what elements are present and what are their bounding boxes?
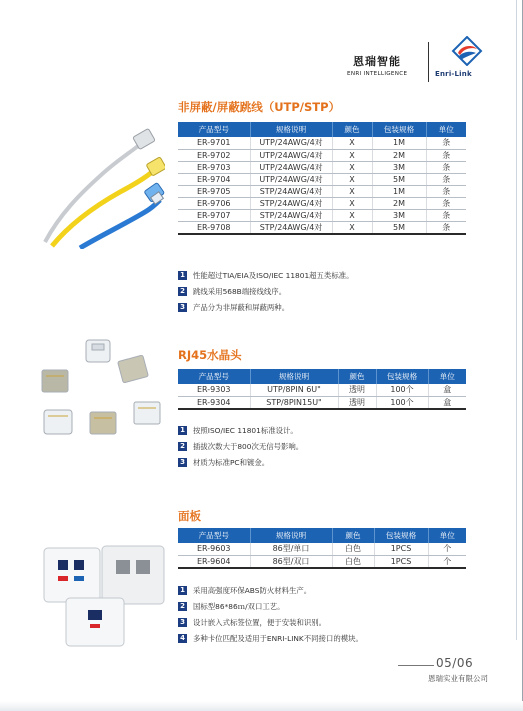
table-header-row bbox=[178, 528, 466, 543]
table-row bbox=[178, 221, 466, 234]
table-row bbox=[178, 209, 466, 221]
column-header: 产品型号 bbox=[178, 369, 250, 384]
cell-model: ER-9705 bbox=[178, 185, 250, 197]
table-row bbox=[178, 197, 466, 209]
cell-package: 1PCS bbox=[374, 555, 428, 568]
bullet-number-3: 3 bbox=[178, 458, 187, 467]
column-header: 单位 bbox=[426, 122, 466, 137]
cell-color: X bbox=[332, 221, 372, 234]
table-row bbox=[178, 185, 466, 197]
cell-color: X bbox=[332, 173, 372, 185]
cell-color: 白色 bbox=[332, 543, 374, 555]
bullet-number-1: 1 bbox=[178, 586, 187, 595]
column-header: 产品型号 bbox=[178, 528, 250, 543]
side-rule bbox=[516, 0, 517, 640]
section-title-patch-cords: 非屏蔽/屏蔽跳线（UTP/STP） bbox=[178, 100, 341, 114]
cell-spec: STP/24AWG/4对 bbox=[250, 209, 332, 221]
column-header: 颜色 bbox=[332, 122, 372, 137]
cell-color: X bbox=[332, 137, 372, 149]
enri-link-logo-icon bbox=[451, 36, 483, 66]
cell-package: 1M bbox=[372, 185, 426, 197]
column-header: 颜色 bbox=[338, 369, 376, 384]
brand-name-cn: 恩瑞智能 bbox=[353, 55, 401, 68]
table-row bbox=[178, 161, 466, 173]
table-row bbox=[178, 543, 466, 555]
cell-package: 100个 bbox=[376, 384, 428, 396]
cell-spec: STP/24AWG/4对 bbox=[250, 221, 332, 234]
cell-package: 5M bbox=[372, 173, 426, 185]
rj45-connector-image bbox=[36, 336, 166, 446]
cell-unit: 条 bbox=[426, 185, 466, 197]
cell-package: 2M bbox=[372, 149, 426, 161]
brand-header bbox=[333, 32, 513, 82]
list-item bbox=[178, 582, 363, 598]
cell-package: 1M bbox=[372, 137, 426, 149]
cell-unit: 条 bbox=[426, 137, 466, 149]
page-number: 05/06 bbox=[436, 656, 474, 670]
column-header: 包装规格 bbox=[372, 122, 426, 137]
column-header: 包装规格 bbox=[374, 528, 428, 543]
section-title-rj45: RJ45水晶头 bbox=[178, 348, 242, 362]
cell-unit: 盒 bbox=[428, 396, 466, 409]
rj45-notes bbox=[178, 422, 303, 470]
table-row bbox=[178, 149, 466, 161]
table-row bbox=[178, 555, 466, 568]
bullet-number-4: 4 bbox=[178, 634, 187, 643]
column-header: 规格说明 bbox=[250, 369, 338, 384]
cell-spec: 86型/单口 bbox=[250, 543, 332, 555]
company-name: 恩瑞实业有限公司 bbox=[428, 674, 488, 683]
cell-model: ER-9701 bbox=[178, 137, 250, 149]
column-header: 规格说明 bbox=[250, 122, 332, 137]
bullet-number-1: 1 bbox=[178, 426, 187, 435]
cell-spec: 86型/双口 bbox=[250, 555, 332, 568]
table-row bbox=[178, 173, 466, 185]
cell-unit: 条 bbox=[426, 221, 466, 234]
table-header-row bbox=[178, 369, 466, 384]
column-header: 包装规格 bbox=[376, 369, 428, 384]
cell-unit: 个 bbox=[428, 555, 466, 568]
cell-model: ER-9304 bbox=[178, 396, 250, 409]
list-item bbox=[178, 267, 354, 283]
note-text: 多种卡位匹配及适用于ENRI-LINK不同接口的模块。 bbox=[193, 633, 363, 643]
cell-spec: UTP/24AWG/4对 bbox=[250, 149, 332, 161]
table-header-row bbox=[178, 122, 466, 137]
face-plate-image bbox=[40, 540, 172, 650]
cell-color: X bbox=[332, 197, 372, 209]
cell-package: 3M bbox=[372, 209, 426, 221]
column-header: 规格说明 bbox=[250, 528, 332, 543]
note-text: 材质为标准PC和镀金。 bbox=[193, 457, 270, 467]
cell-package: 3M bbox=[372, 161, 426, 173]
cell-spec: UTP/24AWG/4对 bbox=[250, 173, 332, 185]
cell-spec: UTP/8PIN 6U" bbox=[250, 384, 338, 396]
cell-spec: STP/24AWG/4对 bbox=[250, 185, 332, 197]
patch-cord-image bbox=[40, 124, 165, 249]
table-row bbox=[178, 137, 466, 149]
bullet-number-2: 2 bbox=[178, 442, 187, 451]
note-text: 插拔次数大于800次无信号影响。 bbox=[193, 441, 304, 451]
cell-unit: 条 bbox=[426, 173, 466, 185]
note-text: 采用高强度环保ABS防火材料生产。 bbox=[193, 585, 312, 595]
cell-color: 白色 bbox=[332, 555, 374, 568]
column-header: 单位 bbox=[428, 528, 466, 543]
cell-spec: STP/8PIN15U" bbox=[250, 396, 338, 409]
bullet-number-2: 2 bbox=[178, 287, 187, 296]
table-row bbox=[178, 396, 466, 409]
cell-spec: STP/24AWG/4对 bbox=[250, 197, 332, 209]
note-text: 设计嵌入式标签位置，便于安装和识别。 bbox=[193, 617, 327, 627]
cell-color: 透明 bbox=[338, 384, 376, 396]
brand-logo-text: Enri-Link bbox=[435, 70, 472, 78]
page-number-rule bbox=[398, 665, 434, 666]
note-text: 跳线采用568B端接线线序。 bbox=[193, 286, 287, 296]
list-item bbox=[178, 422, 303, 438]
bullet-number-3: 3 bbox=[178, 618, 187, 627]
column-header: 产品型号 bbox=[178, 122, 250, 137]
cell-model: ER-9303 bbox=[178, 384, 250, 396]
cell-color: X bbox=[332, 185, 372, 197]
cell-unit: 条 bbox=[426, 197, 466, 209]
list-item bbox=[178, 454, 303, 470]
list-item bbox=[178, 598, 363, 614]
face-plate-notes bbox=[178, 582, 363, 646]
column-header: 单位 bbox=[428, 369, 466, 384]
cell-model: ER-9603 bbox=[178, 543, 250, 555]
cell-color: X bbox=[332, 161, 372, 173]
cell-package: 1PCS bbox=[374, 543, 428, 555]
note-text: 性能超过TIA/EIA及ISO/IEC 11801超五类标准。 bbox=[193, 270, 354, 280]
cell-package: 5M bbox=[372, 221, 426, 234]
list-item bbox=[178, 438, 303, 454]
brand-divider bbox=[428, 42, 429, 82]
bullet-number-3: 3 bbox=[178, 303, 187, 312]
list-item bbox=[178, 283, 354, 299]
cell-color: 透明 bbox=[338, 396, 376, 409]
cell-unit: 盒 bbox=[428, 384, 466, 396]
cell-unit: 条 bbox=[426, 209, 466, 221]
cell-package: 2M bbox=[372, 197, 426, 209]
brand-name-en: ENRI INTELLIGENCE bbox=[347, 71, 408, 77]
cell-model: ER-9604 bbox=[178, 555, 250, 568]
note-text: 国标型86*86ｍ/双口工艺。 bbox=[193, 601, 285, 611]
cell-model: ER-9702 bbox=[178, 149, 250, 161]
patch-cord-notes bbox=[178, 267, 354, 315]
rj45-table bbox=[178, 369, 466, 410]
note-text: 按照ISO/IEC 11801标准设计。 bbox=[193, 425, 298, 435]
column-header: 颜色 bbox=[332, 528, 374, 543]
note-text: 产品分为非屏蔽和屏蔽两种。 bbox=[193, 302, 290, 312]
patch-cord-table bbox=[178, 122, 466, 235]
cell-package: 100个 bbox=[376, 396, 428, 409]
cell-unit: 条 bbox=[426, 161, 466, 173]
cell-spec: UTP/24AWG/4对 bbox=[250, 137, 332, 149]
cell-model: ER-9703 bbox=[178, 161, 250, 173]
list-item bbox=[178, 630, 363, 646]
face-plate-table bbox=[178, 528, 466, 569]
cell-unit: 个 bbox=[428, 543, 466, 555]
cell-model: ER-9708 bbox=[178, 221, 250, 234]
table-row bbox=[178, 384, 466, 396]
list-item bbox=[178, 614, 363, 630]
list-item bbox=[178, 299, 354, 315]
cell-color: X bbox=[332, 149, 372, 161]
bottom-strip bbox=[0, 701, 523, 711]
cell-unit: 条 bbox=[426, 149, 466, 161]
bullet-number-1: 1 bbox=[178, 271, 187, 280]
cell-spec: UTP/24AWG/4对 bbox=[250, 161, 332, 173]
bullet-number-2: 2 bbox=[178, 602, 187, 611]
cell-model: ER-9706 bbox=[178, 197, 250, 209]
cell-model: ER-9707 bbox=[178, 209, 250, 221]
cell-model: ER-9704 bbox=[178, 173, 250, 185]
cell-color: X bbox=[332, 209, 372, 221]
section-title-face-plate: 面板 bbox=[178, 509, 201, 523]
